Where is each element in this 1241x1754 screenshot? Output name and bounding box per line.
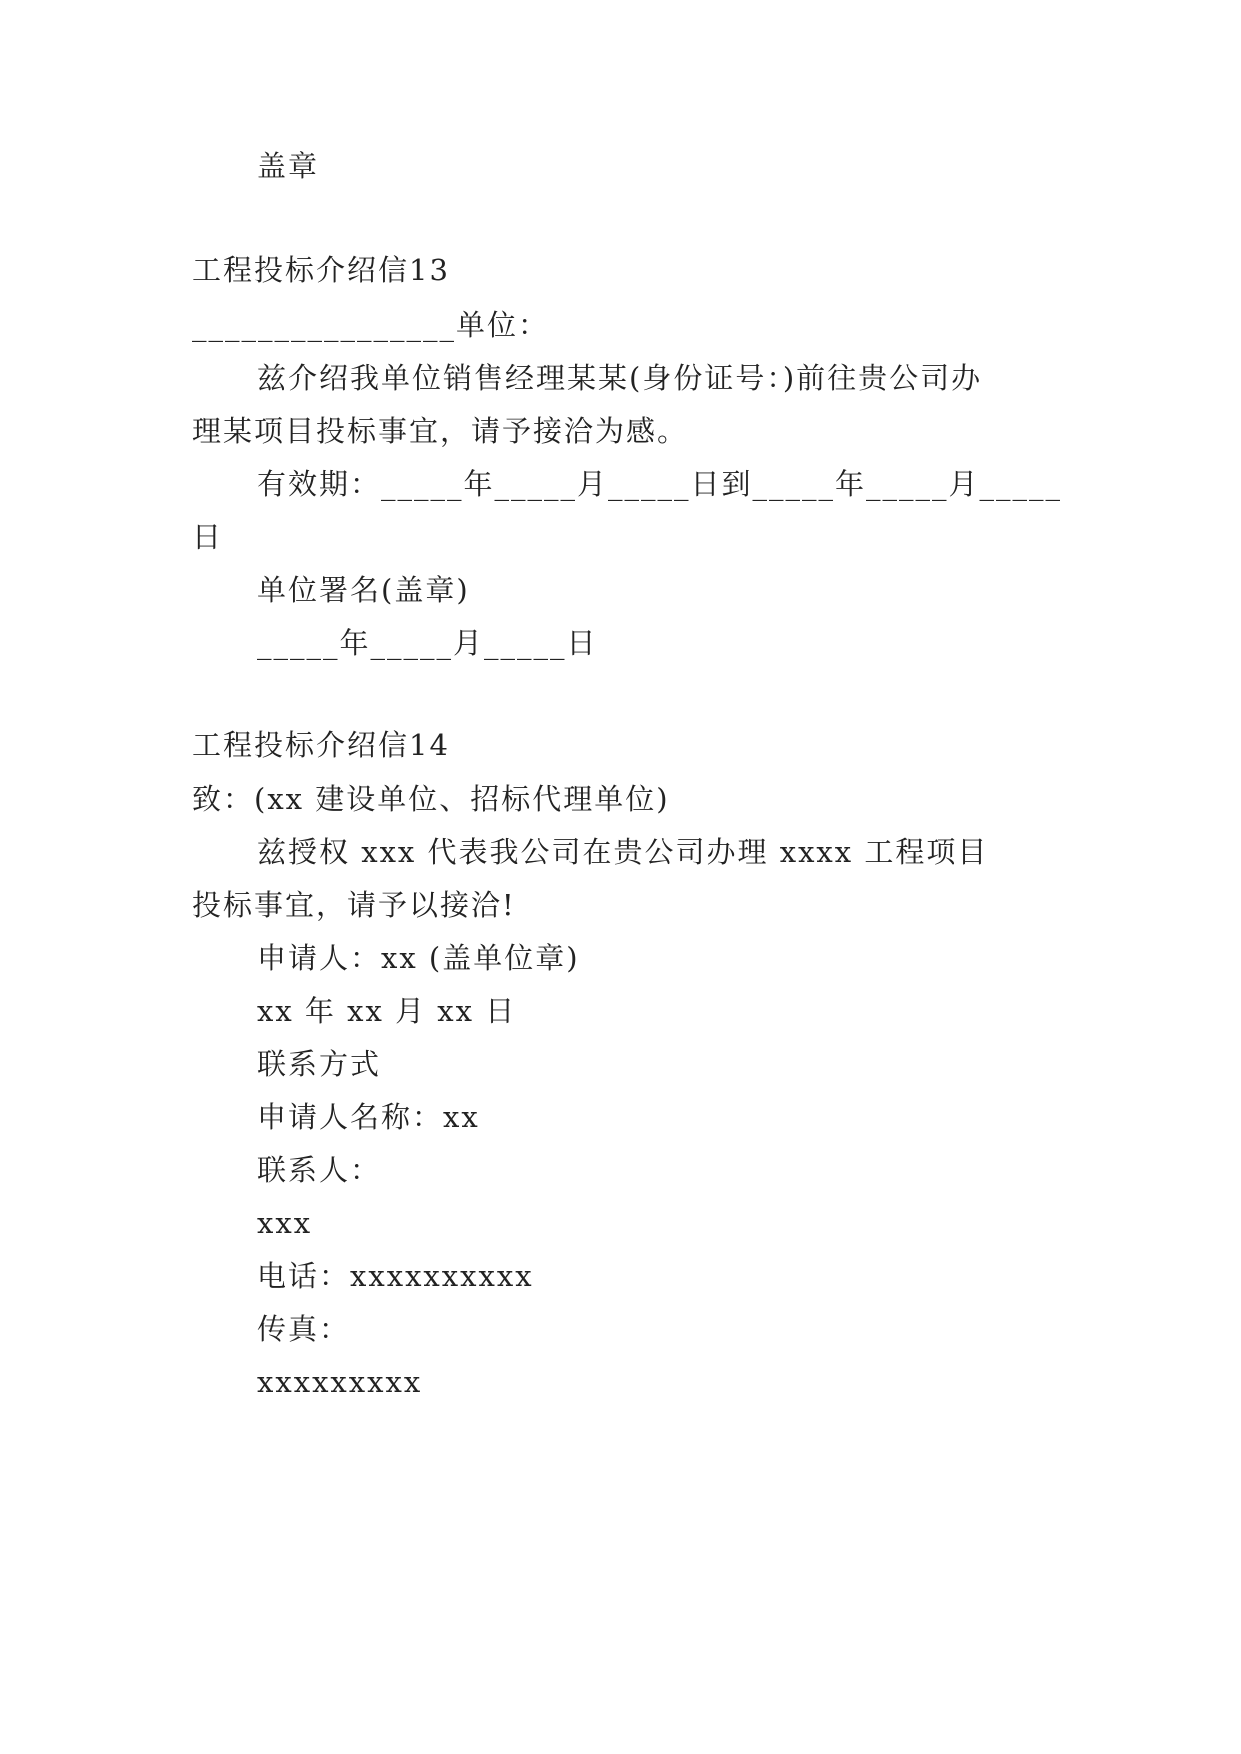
- letter14-body-line1: 兹授权 xxx 代表我公司在贵公司办理 xxxx 工程项目: [257, 835, 989, 869]
- letter14-applicant-name: 申请人名称：xx: [257, 1100, 480, 1134]
- letter14-title: 工程投标介绍信14: [192, 728, 450, 762]
- letter13-addressee: ________________单位：: [192, 308, 550, 342]
- letter13-validity-line2: 日: [192, 520, 224, 554]
- letter14-applicant: 申请人：xx (盖单位章): [257, 941, 580, 975]
- letter14-addressee: 致：(xx 建设单位、招标代理单位): [192, 782, 670, 816]
- letter14-phone: 电话：xxxxxxxxxx: [257, 1259, 534, 1293]
- letter13-validity-line1: 有效期：_____年_____月_____日到_____年_____月_____: [257, 467, 1063, 501]
- seal-label: 盖章: [257, 149, 320, 183]
- letter13-title: 工程投标介绍信13: [192, 253, 450, 287]
- letter13-signature: 单位署名(盖章): [257, 573, 470, 607]
- letter14-fax-label: 传真：: [257, 1312, 351, 1346]
- letter13-body-line2: 理某项目投标事宜，请予接洽为感。: [192, 414, 689, 448]
- letter14-date: xx 年 xx 月 xx 日: [257, 994, 517, 1028]
- letter14-contact-heading: 联系方式: [257, 1047, 382, 1081]
- letter14-contact-person-label: 联系人：: [257, 1153, 382, 1187]
- letter14-body-line2: 投标事宜，请予以接洽!: [192, 888, 516, 922]
- letter14-contact-person-value: xxx: [257, 1206, 313, 1240]
- letter13-date: _____年_____月_____日: [257, 626, 598, 660]
- letter14-fax-value: xxxxxxxxx: [257, 1365, 423, 1399]
- letter13-body-line1: 兹介绍我单位销售经理某某(身份证号：)前往贵公司办: [257, 361, 983, 395]
